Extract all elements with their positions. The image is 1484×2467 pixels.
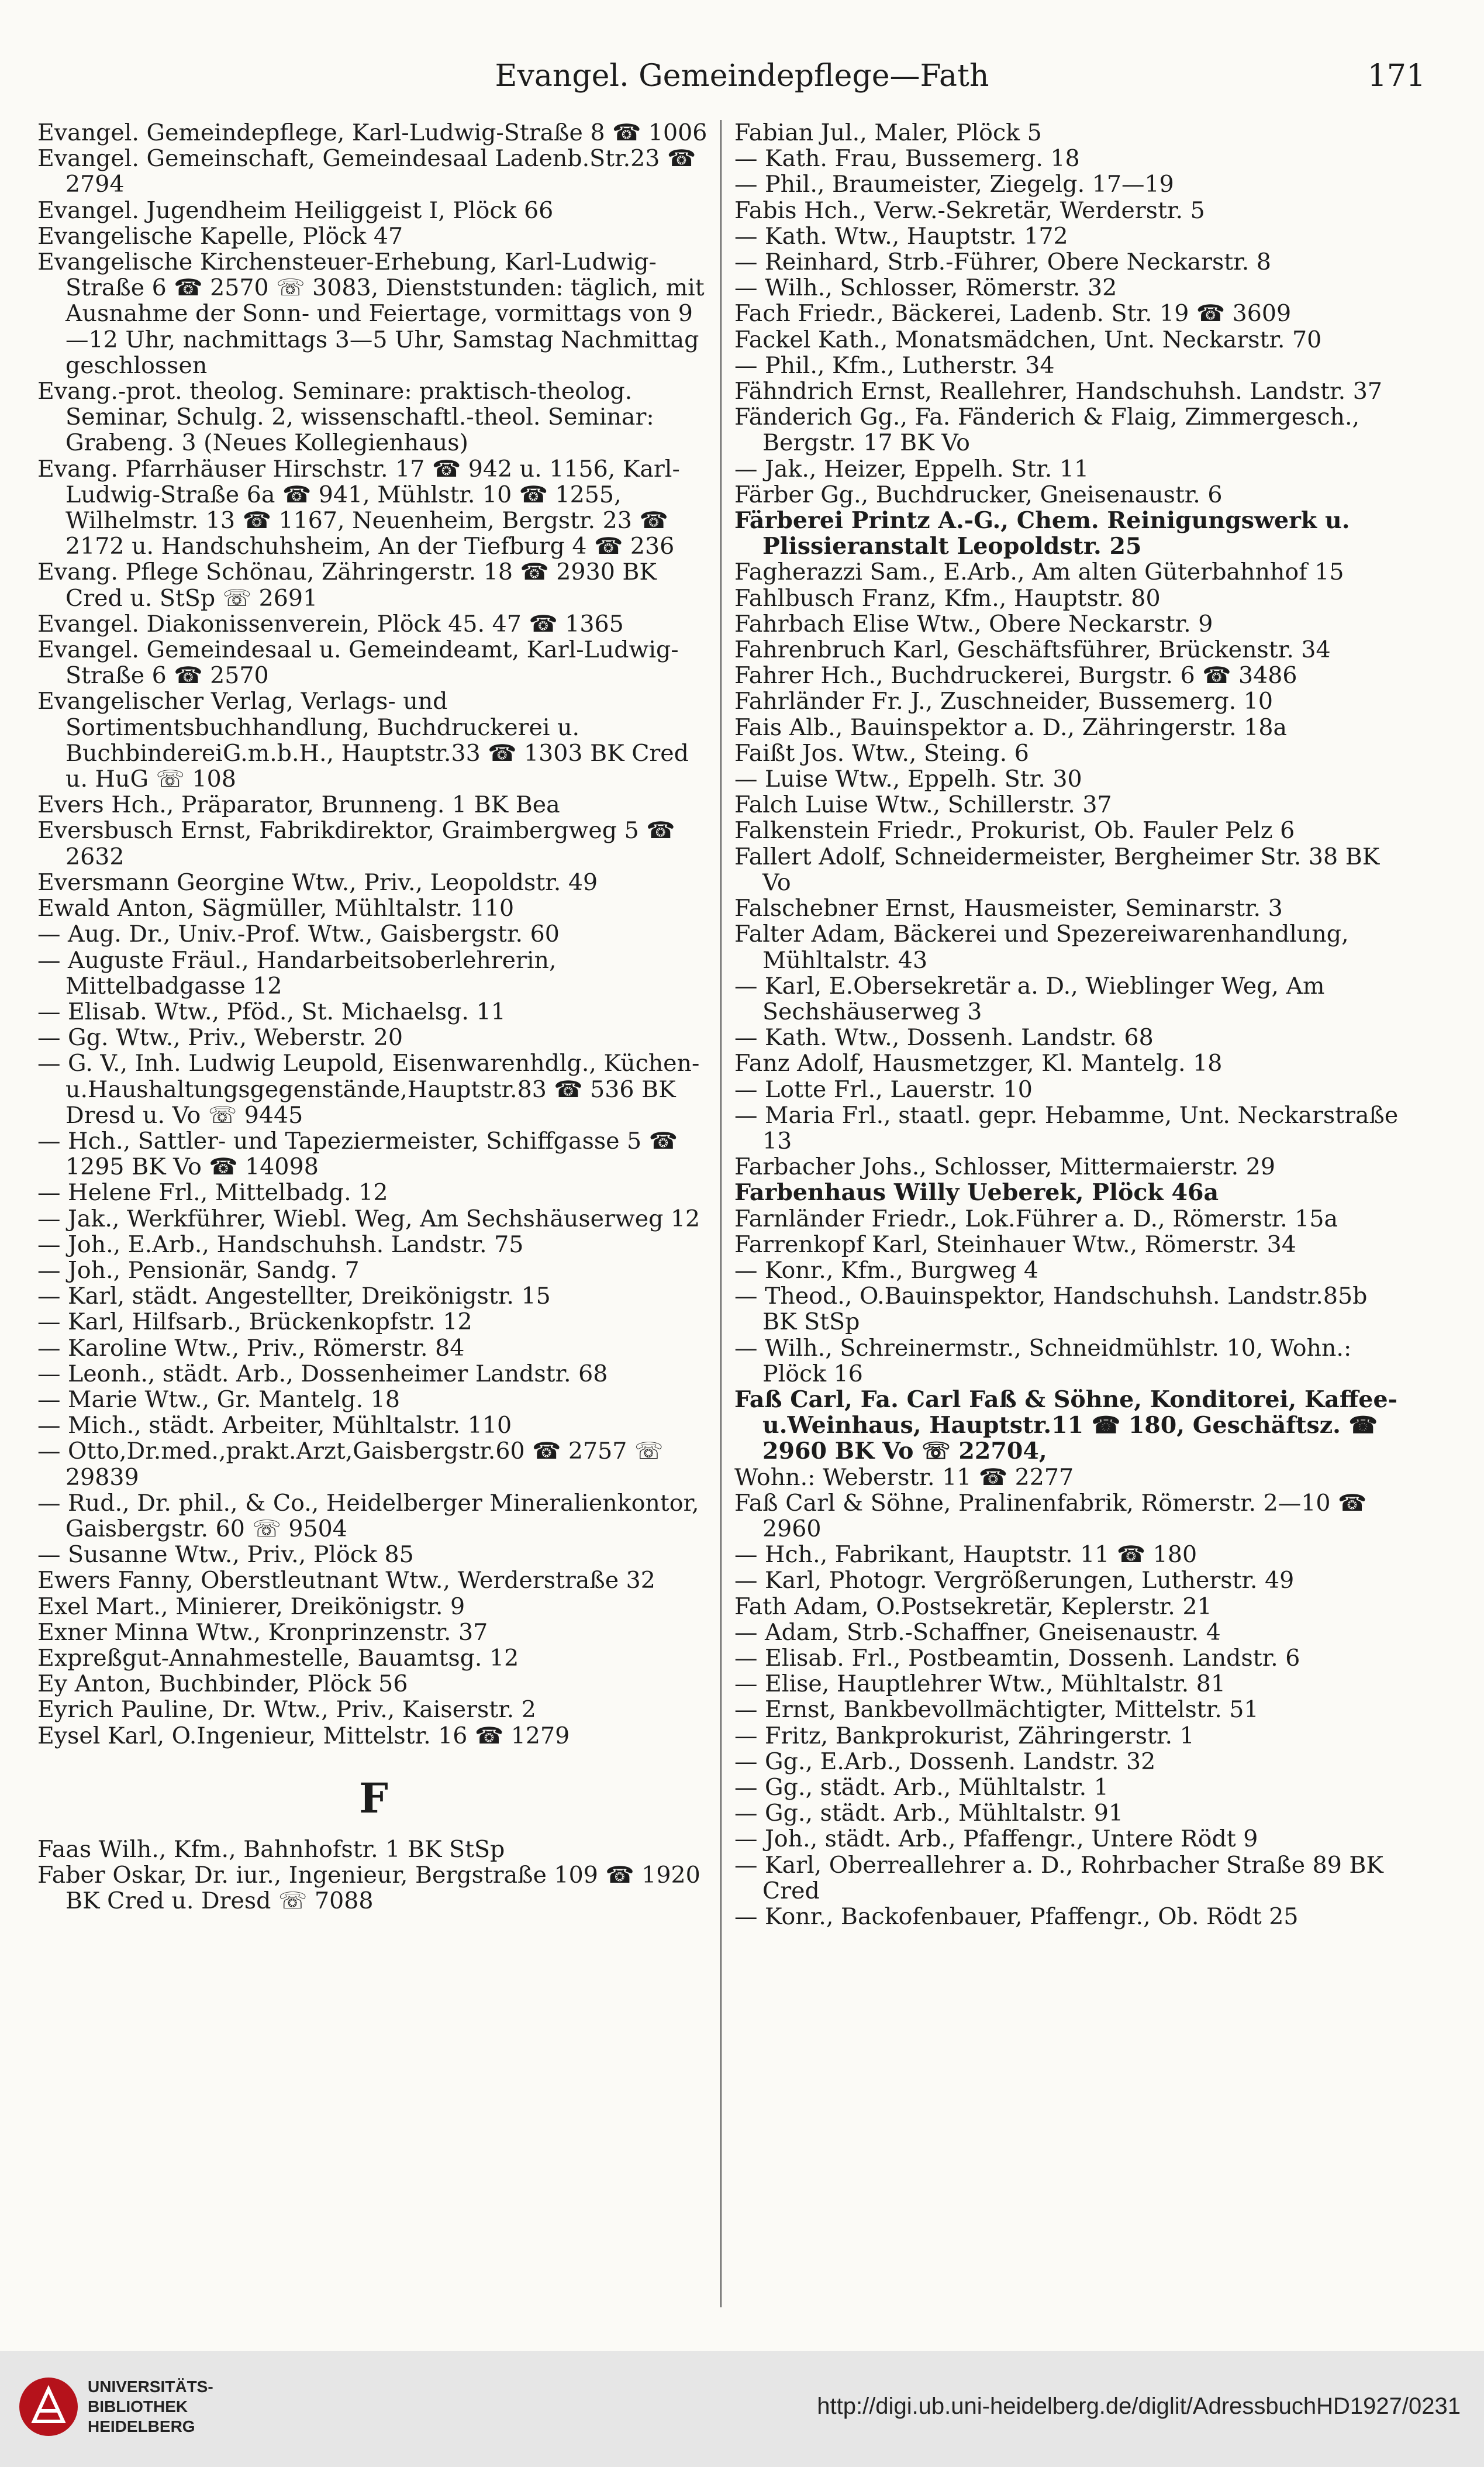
directory-entry: — Auguste Fräul., Handarbeitsoberlehrerin, Mittelbadgasse 12 bbox=[37, 946, 557, 1000]
directory-entry: Fach Friedr., Bäckerei, Ladenb. Str. 19 ☎ 3609 bbox=[734, 300, 1292, 328]
directory-entry: Fabis Hch., Verw.-Sekretär, Werderstr. 5 bbox=[734, 197, 1205, 224]
directory-entry: Ewald Anton, Sägmüller, Mühltalstr. 110 bbox=[37, 895, 515, 922]
university-library-logo-icon bbox=[16, 2375, 81, 2439]
directory-entry: — Wilh., Schlosser, Römerstr. 32 bbox=[734, 274, 1117, 302]
directory-entry: — Joh., städt. Arb., Pfaffengr., Untere Rödt 9 bbox=[734, 1825, 1258, 1853]
directory-entry-advertised: Farbenhaus Willy Ueberek, Plöck 46a bbox=[734, 1179, 1219, 1207]
directory-entry: Eversbusch Ernst, Fabrikdirektor, Graimbergweg 5 ☎ 2632 bbox=[37, 817, 675, 870]
directory-entry: — Gg., städt. Arb., Mühltalstr. 1 bbox=[734, 1774, 1109, 1801]
directory-entry: — Joh., E.Arb., Handschuhsh. Landstr. 75 bbox=[37, 1231, 524, 1258]
directory-entry: — Leonh., städt. Arb., Dossenheimer Landstr. 68 bbox=[37, 1360, 608, 1387]
directory-entry: Ewers Fanny, Oberstleutnant Wtw., Werderstraße 32 bbox=[37, 1567, 655, 1594]
directory-entry: Exel Mart., Minierer, Dreikönigstr. 9 bbox=[37, 1593, 465, 1620]
directory-entry: Eyrich Pauline, Dr. Wtw., Priv., Kaiserstr. 2 bbox=[37, 1696, 536, 1724]
directory-entry: — Kath. Wtw., Hauptstr. 172 bbox=[734, 222, 1068, 250]
library-name bbox=[88, 2377, 213, 2437]
directory-entry: Eysel Karl, O.Ingenieur, Mittelstr. 16 ☎ 1279 bbox=[37, 1722, 570, 1749]
directory-entry: Fath Adam, O.Postsekretär, Keplerstr. 21 bbox=[734, 1593, 1212, 1620]
section-letter: F bbox=[359, 1773, 388, 1822]
directory-entry: — Aug. Dr., Univ.-Prof. Wtw., Gaisbergstr. 60 bbox=[37, 921, 560, 948]
directory-entry: Evang.-prot. theolog. Seminare: praktisch-theolog. Seminar, Schulg. 2, wissenschaftl.-theol. Seminar: Grabeng. 3 (Neues Kollegienhaus) bbox=[37, 378, 654, 457]
viewer-footer bbox=[0, 2351, 1484, 2467]
directory-entry: Falter Adam, Bäckerei und Spezereiwarenhandlung, Mühltalstr. 43 bbox=[734, 921, 1349, 974]
directory-entry: — Karl, Photogr. Vergrößerungen, Lutherstr. 49 bbox=[734, 1567, 1295, 1594]
directory-entry: — Lotte Frl., Lauerstr. 10 bbox=[734, 1076, 1033, 1103]
directory-entry: — Gg. Wtw., Priv., Weberstr. 20 bbox=[37, 1024, 403, 1052]
directory-entry: Faber Oskar, Dr. iur., Ingenieur, Bergstraße 109 ☎ 1920 BK Cred u. Dresd ☏ 7088 bbox=[37, 1862, 700, 1915]
directory-entry: — Susanne Wtw., Priv., Plöck 85 bbox=[37, 1541, 414, 1569]
directory-entry: Farbacher Johs., Schlosser, Mittermaierstr. 29 bbox=[734, 1153, 1276, 1181]
directory-entry: Evangel. Diakonissenverein, Plöck 45. 47 ☎ 1365 bbox=[37, 610, 624, 638]
directory-entry: Fahrbach Elise Wtw., Obere Neckarstr. 9 bbox=[734, 610, 1213, 638]
directory-entry: — Wilh., Schreinermstr., Schneidmühlstr. 10, Wohn.: Plöck 16 bbox=[734, 1334, 1352, 1387]
directory-entry: — Karl, städt. Angestellter, Dreikönigstr. 15 bbox=[37, 1283, 551, 1310]
directory-entry: — Kath. Wtw., Dossenh. Landstr. 68 bbox=[734, 1024, 1154, 1052]
directory-entry: Fähndrich Ernst, Reallehrer, Handschuhsh. Landstr. 37 bbox=[734, 378, 1382, 405]
directory-entry: Fagherazzi Sam., E.Arb., Am alten Güterbahnhof 15 bbox=[734, 559, 1344, 586]
directory-entry: Expreßgut-Annahmestelle, Bauamtsg. 12 bbox=[37, 1644, 519, 1672]
running-title: Evangel. Gemeindepflege—Fath bbox=[495, 58, 989, 94]
directory-entry: Fanz Adolf, Hausmetzger, Kl. Mantelg. 18 bbox=[734, 1050, 1223, 1077]
directory-entry: — Karoline Wtw., Priv., Römerstr. 84 bbox=[37, 1334, 465, 1362]
directory-entry: — Joh., Pensionär, Sandg. 7 bbox=[37, 1256, 360, 1284]
directory-entry: — Adam, Strb.-Schaffner, Gneisenaustr. 4 bbox=[734, 1618, 1221, 1646]
directory-entry: Exner Minna Wtw., Kronprinzenstr. 37 bbox=[37, 1618, 488, 1646]
directory-entry: — Gg., E.Arb., Dossenh. Landstr. 32 bbox=[734, 1748, 1156, 1775]
directory-entry: — Phil., Kfm., Lutherstr. 34 bbox=[734, 352, 1055, 379]
page-number: 171 bbox=[1367, 58, 1426, 94]
directory-entry: — Marie Wtw., Gr. Mantelg. 18 bbox=[37, 1386, 400, 1413]
directory-entry: — Theod., O.Bauinspektor, Handschuhsh. Landstr.85b BK StSp bbox=[734, 1283, 1368, 1336]
directory-entry: Falschebner Ernst, Hausmeister, Seminarstr. 3 bbox=[734, 895, 1283, 922]
directory-entry: — Mich., städt. Arbeiter, Mühltalstr. 110 bbox=[37, 1412, 512, 1439]
directory-entry: Evangelischer Verlag, Verlags- und Sortimentsbuchhandlung, Buchdruckerei u. BuchbindereiG.m.b.H., Hauptstr.33 ☎ 1303 BK Cred u. HuG ☏ 108 bbox=[37, 688, 689, 793]
page-header bbox=[35, 58, 1449, 99]
library-name-line: HEIDELBERG bbox=[88, 2417, 195, 2435]
directory-entry: Evangel. Gemeinschaft, Gemeindesaal Ladenb.Str.23 ☎ 2794 bbox=[37, 145, 696, 198]
right-column bbox=[734, 120, 1407, 1930]
directory-entry: Falch Luise Wtw., Schillerstr. 37 bbox=[734, 791, 1112, 819]
directory-entry: Evangel. Jugendheim Heiliggeist I, Plöck 66 bbox=[37, 197, 554, 224]
directory-entry: Fackel Kath., Monatsmädchen, Unt. Neckarstr. 70 bbox=[734, 326, 1322, 353]
source-url-link[interactable]: http://digi.ub.uni-heidelberg.de/diglit/AdressbuchHD1927/0231 bbox=[817, 2393, 1461, 2419]
directory-entry: Fahrenbruch Karl, Geschäftsführer, Brückenstr. 34 bbox=[734, 636, 1331, 664]
directory-entry: — Elisab. Frl., Postbeamtin, Dossenh. Landstr. 6 bbox=[734, 1644, 1300, 1672]
directory-entry: Evang. Pfarrhäuser Hirschstr. 17 ☎ 942 u. 1156, Karl-Ludwig-Straße 6a ☎ 941, Mühlstr. 10 ☎ 1255, Wilhelmstr. 13 ☎ 1167, Neuenheim, Bergstr. 23 ☎ 2172 u. Handschuhsheim, An der Tiefburg 4 ☎ 236 bbox=[37, 455, 680, 560]
directory-entry: — Gg., städt. Arb., Mühltalstr. 91 bbox=[734, 1800, 1123, 1827]
directory-entry: Evers Hch., Präparator, Brunneng. 1 BK Bea bbox=[37, 791, 560, 819]
directory-entry: Fänderich Gg., Fa. Fänderich & Flaig, Zimmergesch., Bergstr. 17 BK Vo bbox=[734, 404, 1360, 457]
directory-entry: Wohn.: Weberstr. 11 ☎ 2277 bbox=[734, 1463, 1074, 1491]
directory-entry: — Konr., Kfm., Burgweg 4 bbox=[734, 1256, 1038, 1284]
directory-entry: Ey Anton, Buchbinder, Plöck 56 bbox=[37, 1670, 408, 1698]
directory-entry: — Luise Wtw., Eppelh. Str. 30 bbox=[734, 766, 1082, 793]
directory-entry: — Otto,Dr.med.,prakt.Arzt,Gaisbergstr.60 ☎ 2757 ☏ 29839 bbox=[37, 1438, 664, 1491]
library-name-line: BIBLIOTHEK bbox=[88, 2397, 188, 2416]
directory-entry: Fahlbusch Franz, Kfm., Hauptstr. 80 bbox=[734, 584, 1161, 612]
directory-entry: — Rud., Dr. phil., & Co., Heidelberger Mineralienkontor, Gaisbergstr. 60 ☏ 9504 bbox=[37, 1489, 699, 1542]
directory-entry: — Hch., Sattler- und Tapeziermeister, Schiffgasse 5 ☎ 1295 BK Vo ☎ 14098 bbox=[37, 1127, 678, 1181]
directory-entry: — Elise, Hauptlehrer Wtw., Mühltalstr. 81 bbox=[734, 1670, 1226, 1698]
directory-entry: — Jak., Heizer, Eppelh. Str. 11 bbox=[734, 455, 1089, 483]
directory-entry: — Ernst, Bankbevollmächtigter, Mittelstr. 51 bbox=[734, 1696, 1259, 1724]
directory-entry: Faas Wilh., Kfm., Bahnhofstr. 1 BK StSp bbox=[37, 1835, 505, 1863]
directory-entry: Evangel. Gemeindepflege, Karl-Ludwig-Straße 8 ☎ 1006 bbox=[37, 119, 708, 146]
directory-entry: Fahrer Hch., Buchdruckerei, Burgstr. 6 ☎ 3486 bbox=[734, 662, 1297, 690]
left-column bbox=[37, 120, 710, 1914]
directory-entry: Färber Gg., Buchdrucker, Gneisenaustr. 6 bbox=[734, 481, 1223, 508]
directory-entry: Eversmann Georgine Wtw., Priv., Leopoldstr. 49 bbox=[37, 869, 598, 896]
directory-entry: Fais Alb., Bauinspektor a. D., Zähringerstr. 18a bbox=[734, 714, 1288, 741]
directory-entry: Faß Carl & Söhne, Pralinenfabrik, Römerstr. 2—10 ☎ 2960 bbox=[734, 1489, 1367, 1542]
directory-entry: Farrenkopf Karl, Steinhauer Wtw., Römerstr. 34 bbox=[734, 1231, 1296, 1258]
directory-entry-advertised: Färberei Printz A.-G., Chem. Reinigungswerk u. Plissieranstalt Leopoldstr. 25 bbox=[734, 507, 1350, 560]
directory-entry: — Karl, Oberreallehrer a. D., Rohrbacher Straße 89 BK Cred bbox=[734, 1851, 1383, 1904]
directory-entry: Farnländer Friedr., Lok.Führer a. D., Römerstr. 15a bbox=[734, 1205, 1338, 1232]
directory-entry: — Phil., Braumeister, Ziegelg. 17—19 bbox=[734, 171, 1174, 198]
directory-entry: Fabian Jul., Maler, Plöck 5 bbox=[734, 119, 1042, 146]
directory-entry: Faißt Jos. Wtw., Steing. 6 bbox=[734, 739, 1029, 767]
directory-entry: Evangelische Kirchensteuer-Erhebung, Karl-Ludwig-Straße 6 ☎ 2570 ☏ 3083, Dienststunden: täglich, mit Ausnahme der Sonn- und Feiertage, vormittags von 9—12 Uhr, nachmittags 3—5 Uhr, Samstag Nachmittag geschlossen bbox=[37, 249, 705, 379]
directory-entry: — Hch., Fabrikant, Hauptstr. 11 ☎ 180 bbox=[734, 1541, 1197, 1569]
directory-entry: — Karl, Hilfsarb., Brückenkopfstr. 12 bbox=[37, 1308, 472, 1336]
directory-entry: Fahrländer Fr. J., Zuschneider, Bussemerg. 10 bbox=[734, 688, 1274, 715]
directory-entry: — Elisab. Wtw., Pföd., St. Michaelsg. 11 bbox=[37, 998, 506, 1025]
directory-entry: — Reinhard, Strb.-Führer, Obere Neckarstr. 8 bbox=[734, 249, 1271, 276]
directory-entry: — Maria Frl., staatl. gepr. Hebamme, Unt. Neckarstraße 13 bbox=[734, 1101, 1399, 1155]
directory-entry: — Kath. Frau, Bussemerg. 18 bbox=[734, 145, 1080, 173]
directory-entry: — Jak., Werkführer, Wiebl. Weg, Am Sechshäuserweg 12 bbox=[37, 1205, 700, 1232]
directory-entry: Falkenstein Friedr., Prokurist, Ob. Fauler Pelz 6 bbox=[734, 817, 1295, 845]
directory-entry: Evang. Pflege Schönau, Zähringerstr. 18 ☎ 2930 BK Cred u. StSp ☏ 2691 bbox=[37, 559, 657, 612]
library-name-line: UNIVERSITÄTS- bbox=[88, 2378, 213, 2396]
directory-entry: — Karl, E.Obersekretär a. D., Wieblinger Weg, Am Sechshäuserweg 3 bbox=[734, 972, 1325, 1025]
directory-entry-advertised: Faß Carl, Fa. Carl Faß & Söhne, Konditorei, Kaffee-u.Weinhaus, Hauptstr.11 ☎ 180, Geschäftsz. ☎ 2960 BK Vo ☏ 22704, bbox=[734, 1386, 1397, 1465]
directory-entry: Evangel. Gemeindesaal u. Gemeindeamt, Karl-Ludwig-Straße 6 ☎ 2570 bbox=[37, 636, 679, 690]
directory-entry: — Helene Frl., Mittelbadg. 12 bbox=[37, 1179, 388, 1207]
directory-entry: Fallert Adolf, Schneidermeister, Bergheimer Str. 38 BK Vo bbox=[734, 843, 1380, 896]
directory-entry: — Fritz, Bankprokurist, Zähringerstr. 1 bbox=[734, 1722, 1195, 1749]
directory-entry: — G. V., Inh. Ludwig Leupold, Eisenwarenhdlg., Küchen- u.Haushaltungsgegenstände,Hauptstr.83 ☎ 536 BK Dresd u. Vo ☏ 9445 bbox=[37, 1050, 700, 1129]
column-divider bbox=[720, 120, 722, 2307]
directory-entry: — Konr., Backofenbauer, Pfaffengr., Ob. Rödt 25 bbox=[734, 1903, 1299, 1931]
directory-entry: Evangelische Kapelle, Plöck 47 bbox=[37, 222, 403, 250]
